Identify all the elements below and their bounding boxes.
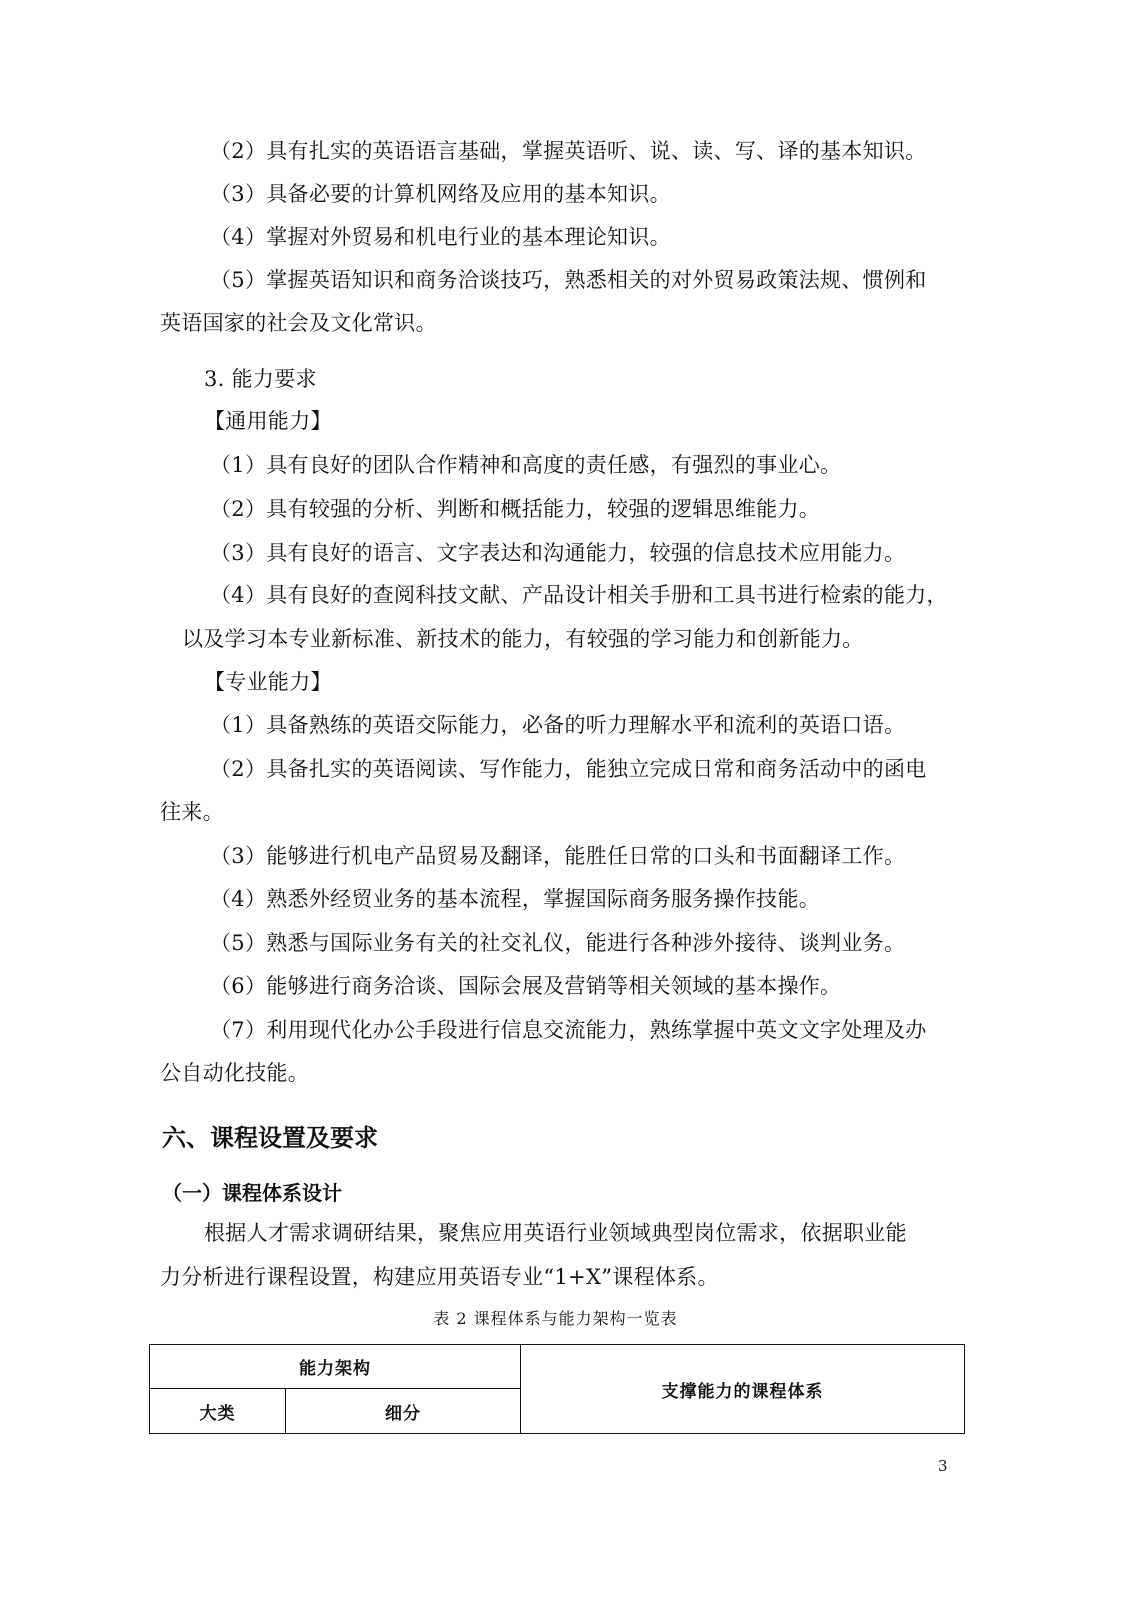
header-category-cell: 大类 [150, 1389, 286, 1434]
professional-ability-2: （2）具备扎实的英语阅读、写作能力，能独立完成日常和商务活动中的函电 [210, 757, 927, 781]
general-ability-label: 【通用能力】 [204, 409, 332, 433]
professional-ability-5: （5）熟悉与国际业务有关的社交礼仪，能进行各种涉外接待、谈判业务。 [210, 931, 906, 955]
professional-ability-7: （7）利用现代化办公手段进行信息交流能力，熟练掌握中英文文字处理及办 [210, 1018, 927, 1042]
professional-ability-1: （1）具备熟练的英语交际能力，必备的听力理解水平和流利的英语口语。 [210, 713, 906, 737]
general-ability-4-cont: 以及学习本专业新标准、新技术的能力，有较强的学习能力和创新能力。 [182, 627, 864, 651]
ability-table [149, 1344, 965, 1434]
subsection-heading: （一）课程体系设计 [162, 1181, 342, 1205]
general-ability-4: （4）具有良好的查阅科技文献、产品设计相关手册和工具书进行检索的能力， [210, 583, 948, 607]
section-heading: 六、课程设置及要求 [162, 1124, 378, 1152]
knowledge-item-3: （3）具备必要的计算机网络及应用的基本知识。 [210, 182, 671, 206]
page-number: 3 [938, 1457, 948, 1475]
paragraph-line-2: 力分析进行课程设置，构建应用英语专业“1+X”课程体系。 [160, 1265, 719, 1289]
ability-requirement-heading: 3. 能力要求 [204, 367, 317, 391]
general-ability-1: （1）具有良好的团队合作精神和高度的责任感，有强烈的事业心。 [210, 453, 842, 477]
knowledge-item-4: （4）掌握对外贸易和机电行业的基本理论知识。 [210, 225, 671, 249]
professional-ability-3: （3）能够进行机电产品贸易及翻译，能胜任日常的口头和书面翻译工作。 [210, 844, 906, 868]
professional-ability-7-cont: 公自动化技能。 [160, 1061, 310, 1085]
professional-ability-label: 【专业能力】 [204, 670, 332, 694]
header-support-cell: 支撑能力的课程体系 [521, 1345, 965, 1434]
general-ability-2: （2）具有较强的分析、判断和概括能力，较强的逻辑思维能力。 [210, 497, 821, 521]
header-ability-cell: 能力架构 [150, 1345, 521, 1389]
professional-ability-6: （6）能够进行商务洽谈、国际会展及营销等相关领域的基本操作。 [210, 974, 842, 998]
table-caption: 表 2 课程体系与能力架构一览表 [433, 1309, 678, 1328]
knowledge-item-2: （2）具有扎实的英语语言基础，掌握英语听、说、读、写、译的基本知识。 [210, 139, 927, 163]
knowledge-item-5-cont: 英语国家的社会及文化常识。 [160, 311, 437, 335]
general-ability-3: （3）具有良好的语言、文字表达和沟通能力，较强的信息技术应用能力。 [210, 541, 906, 565]
table-header-row [150, 1345, 965, 1389]
paragraph-line-1: 根据人才需求调研结果，聚焦应用英语行业领域典型岗位需求，依据职业能 [204, 1221, 907, 1245]
professional-ability-4: （4）熟悉外经贸业务的基本流程，掌握国际商务服务操作技能。 [210, 887, 821, 911]
professional-ability-2-cont: 往来。 [160, 800, 224, 824]
knowledge-item-5: （5）掌握英语知识和商务洽谈技巧，熟悉相关的对外贸易政策法规、惯例和 [210, 268, 927, 292]
header-detail-cell: 细分 [286, 1389, 521, 1434]
